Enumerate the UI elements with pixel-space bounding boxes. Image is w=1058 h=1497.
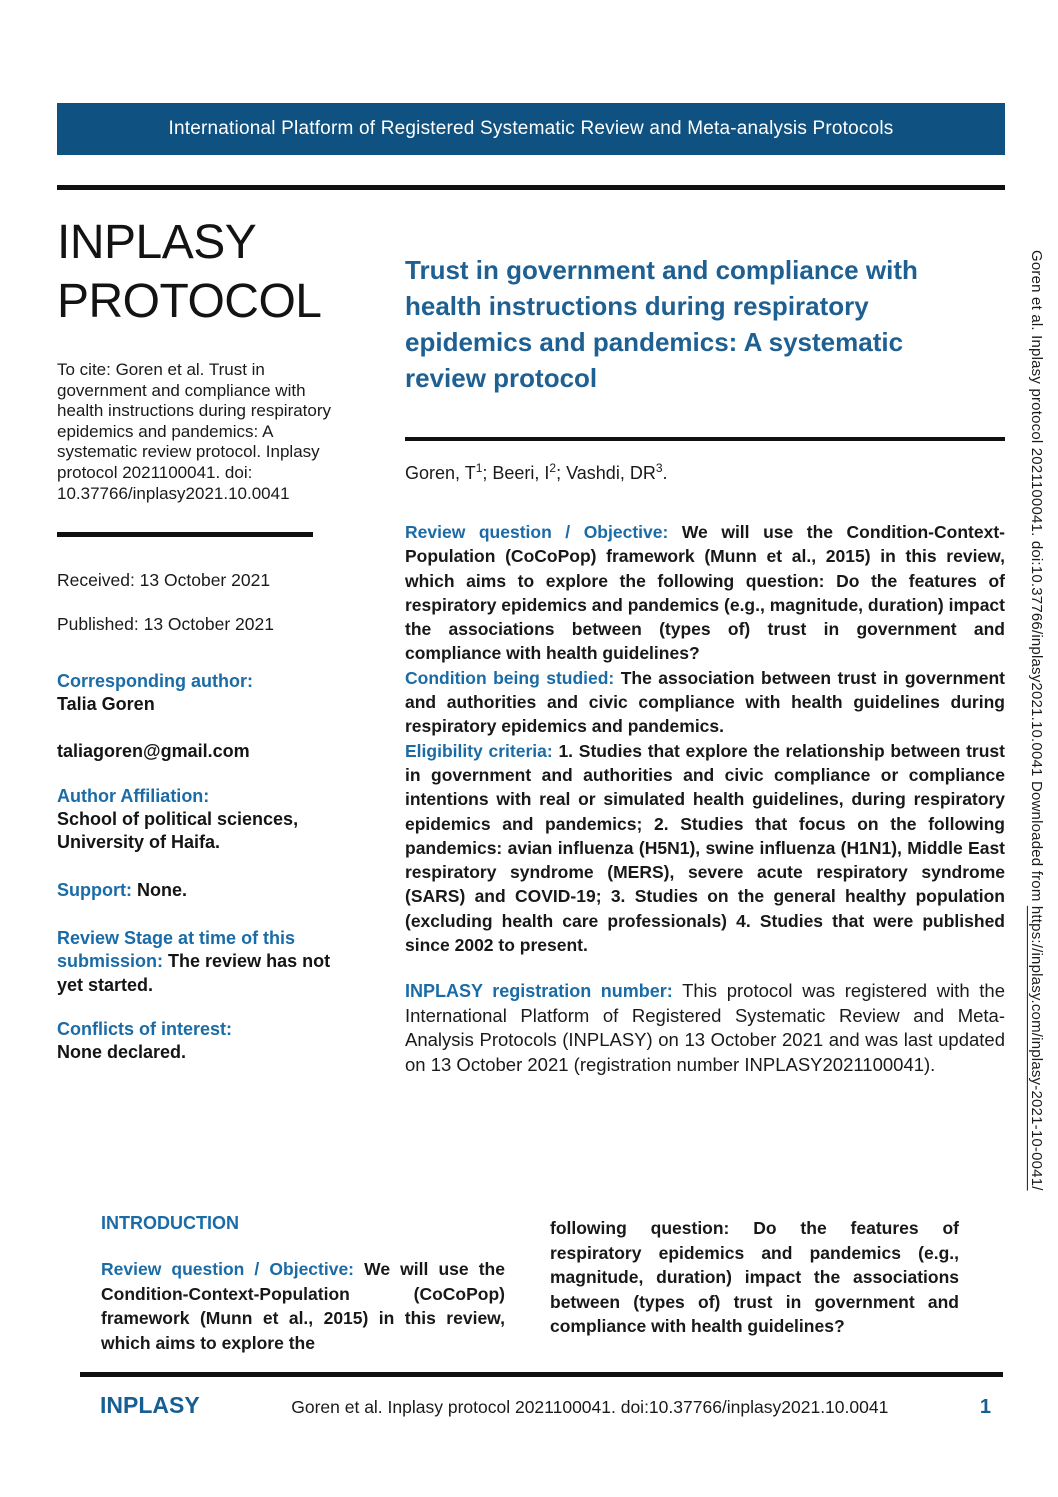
published-date: Published: 13 October 2021 [57,614,274,635]
registration-paragraph [405,979,1005,1077]
top-divider [57,185,1005,190]
authors-period: . [662,463,668,483]
introduction-paragraph-right: following question: Do the features of respiratory epidemics and pandemics (e.g., magnitude, duration) impact the associations between (types of) trust in government and compliance with health guidelines? [550,1218,959,1336]
page-footer [80,1392,1003,1419]
affiliation-block [57,785,335,854]
journal-banner [57,103,1005,155]
introduction-column-left [101,1213,505,1355]
condition-body: The association between trust in government and authorities and civic compliance with health guidelines during respiratory epidemics and pandemics. [405,667,1005,737]
affiliation-label: Author Affiliation: [57,786,210,807]
support-label: Support: [57,880,132,901]
banner-title: International Platform of Registered Systematic Review and Meta-analysis Protocols [168,118,894,139]
introduction-column-right [550,1216,959,1339]
corresponding-author-label: Corresponding author: [57,671,253,692]
author-1-affiliation-mark: 1 [475,461,483,475]
sidebar-download-note: Goren et al. Inplasy protocol 2021100041. doi:10.37766/inplasy2021.10.0041 Downloaded from [1028,250,1045,906]
corresponding-author-name: Talia Goren [57,694,155,715]
authors-line [405,461,1005,484]
author-3-affiliation-mark: 3 [655,461,663,475]
review-stage-line [57,927,335,998]
introduction-heading: INTRODUCTION [101,1213,239,1233]
introduction-review-question-body: We will use the Condition-Context-Population (CoCoPop) framework (Munn et al., 2015) in this review, which aims to explore the [101,1259,505,1353]
citation-text: To cite: Goren et al. Trust in government and compliance with health instructions during respiratory epidemics and pandemics: A systematic review protocol. Inplasy protocol 2021100041. doi: 10.37766/inplasy2021.10.0041 [57,360,332,503]
support-value: None. [137,880,188,901]
conflicts-value: None declared. [57,1042,187,1063]
page-number: 1 [979,1396,991,1418]
eligibility-paragraph [405,739,1005,958]
author-2: ; Beeri, I [482,463,550,483]
author-3: ; Vashdi, DR [556,463,656,483]
footer-citation: Goren et al. Inplasy protocol 2021100041. doi:10.37766/inplasy2021.10.0041 [291,1397,889,1417]
review-question-body: We will use the Condition-Context-Population (CoCoPop) framework (Munn et al., 2015) in this review, which aims to explore the following question: Do the features of respiratory epidemics and pandemics (e.g., magnitude, duration) impact the associations between (types of) trust in government and compliance with health guidelines? [405,522,1005,664]
article-title: Trust in government and compliance with health instructions during respiratory epidemics and pandemics: A systematic review protocol [405,255,918,393]
left-divider [57,532,313,537]
conflicts-block [57,1018,335,1064]
review-stage-label: Review Stage at time of this submission: [57,927,296,972]
sidebar-download-link[interactable]: https://inplasy.com/inplasy-2021-10-0041/ [1028,905,1045,1191]
introduction-paragraph-left [101,1257,505,1355]
author-1: Goren, T [405,463,476,483]
abstract-block [405,520,1005,957]
condition-label: Condition being studied: [405,667,615,688]
affiliation-value: School of political sciences, University of Haifa. [57,809,299,853]
footer-divider [80,1372,1003,1377]
support-line [57,879,335,903]
corresponding-author-block [57,670,335,716]
registration-label: INPLASY registration number: [405,981,673,1002]
left-info-column [57,213,335,1064]
review-question-paragraph [405,520,1005,666]
eligibility-body: 1. Studies that explore the relationship between trust in government and authorities and civic compliance or compliance intentions with real or simulated health guidelines, during respiratory epidemics and pandemics; 2. Studies that focus on the following pandemics: avian influenza (H5N1), swine influenza (H1N1), Middle East respiratory syndrome (MERS), severe acute respiratory syndrome (SARS) and COVID-19; 3. Studies on the general healthy population (excluding health care professionals) 4. Studies that were published since 2002 to present. [405,740,1005,956]
review-question-label: Review question / Objective: [405,522,669,542]
eligibility-label: Eligibility criteria: [405,740,553,761]
masthead-title [57,213,335,331]
sidebar-vertical-text [1028,250,1045,1191]
main-content-column [405,252,1005,1077]
authors-divider [405,437,1005,441]
footer-brand: INPLASY [100,1392,200,1418]
introduction-review-question-label: Review question / Objective: [101,1259,355,1279]
conflicts-label: Conflicts of interest: [57,1019,233,1040]
masthead-line1: INPLASY [57,216,257,269]
registration-body: This protocol was registered with the International Platform of Registered Systematic Review and Meta-Analysis Protocols (INPLASY) on 13 October 2021 and was last updated on 13 October 2021 (registration number INPLASY2021100041). [405,980,1005,1075]
author-2-affiliation-mark: 2 [549,461,557,475]
received-date: Received: 13 October 2021 [57,570,271,591]
masthead-line2: PROTOCOL [57,275,322,328]
review-stage-value: The review has not yet started. [57,951,331,995]
condition-paragraph [405,666,1005,739]
author-email: taliagoren@gmail.com [57,741,250,762]
